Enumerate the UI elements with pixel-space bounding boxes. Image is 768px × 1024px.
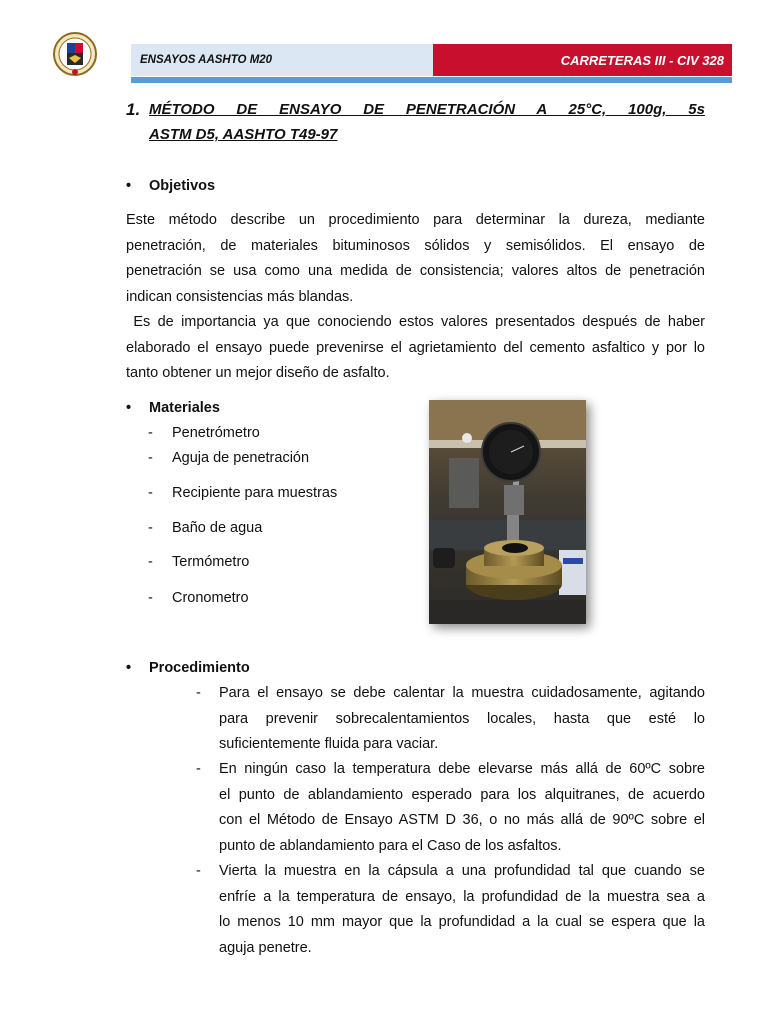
procedure-line: punto de ablandamiento para el Caso de los asfaltos. [219,837,562,854]
material-item: - Penetrómetro [148,425,260,441]
materiales-heading-text: Materiales [149,400,220,416]
university-crest-icon [52,30,98,80]
material-item: - Recipiente para muestras [148,485,338,501]
objetivos-heading [126,178,216,194]
procedure-line: el punto de ablandamiento esperado para los alquitranes, de acuerdo [219,786,705,803]
material-item-label: Recipiente para muestras [172,485,338,501]
header-right-text: CARRETERAS III - CIV 328 [560,52,724,68]
materiales-heading [126,400,220,416]
procedure-line: enfríe a la temperatura de ensayo, la profundidad de la muestra sea a [219,888,705,905]
header-left-band [131,44,433,76]
bullet-icon: • [126,178,132,194]
bullet-icon: • [126,660,132,676]
bullet-icon: • [126,400,132,416]
header-right-band [433,44,732,76]
material-item-label: Penetrómetro [172,425,260,441]
material-item-label: Baño de agua [172,520,263,536]
material-item: - Cronometro [148,590,249,606]
procedure-line: En ningún caso la temperatura debe elevarse más allá de 60ºC sobre [219,761,705,777]
procedure-line: aguja penetre. [219,939,312,956]
paragraph-line: tanto obtener un mejor diseño de asfalto. [126,365,390,381]
material-item: - Termómetro [148,554,250,570]
procedimiento-heading [126,660,250,676]
procedimiento-heading-text: Procedimiento [149,660,250,676]
paragraph-line: Este método describe un procedimiento para determinar la dureza, mediante [126,212,705,228]
procedure-line: lo menos 10 mm mayor que la profundidad a la cual se espera que la [219,914,705,930]
procedure-step: - Vierta la muestra en la cápsula a una profundidad tal que cuando se enfríe a la temperatura de ensayo, la profundidad de la muestra sea a lo menos 10 mm mayor que la profundidad a la cual se espera que la aguja penetre. [219,859,705,961]
procedure-line: Vierta la muestra en la cápsula a una profundidad tal que cuando se [219,863,705,879]
objetivos-paragraph [126,208,705,387]
paragraph-line: indican consistencias más blandas. [126,288,354,305]
penetrometer-photo [429,400,586,624]
paragraph-line: penetración se usa como una medida de consistencia; valores altos de penetración [126,263,705,279]
header-rule [131,77,732,83]
objetivos-heading-text: Objetivos [149,178,216,194]
procedure-line: Para el ensayo se debe calentar la muestra cuidadosamente, agitando [219,685,705,701]
section-title-line-1: MÉTODO DE ENSAYO DE PENETRACIÓN A 25°C, 100g, 5s [149,101,705,118]
procedure-line: con el Método de Ensayo ASTM D 36, o no más allá de 90ºC sobre el [219,812,705,828]
section-title-line-2: ASTM D5, AASHTO T49-97 [149,126,338,143]
paragraph-line: elaborado el ensayo puede prevenirse el agrietamiento del cemento asfaltico y por lo [126,339,705,356]
procedure-line: para prevenir sobrecalentamientos locales, hasta que esté lo [219,710,705,727]
procedure-step: - En ningún caso la temperatura debe elevarse más allá de 60ºC sobre el punto de ablandamiento esperado para los alquitranes, de acuerdo con el Método de Ensayo ASTM D 36, o no más allá de 90ºC sobre el punto de ablandamiento para el Caso de los asfaltos. [219,757,705,859]
procedure-step: - Para el ensayo se debe calentar la muestra cuidadosamente, agitando para prevenir sobrecalentamientos locales, hasta que esté lo suficientemente fluida para vaciar. [219,681,705,758]
header-left-text: ENSAYOS AASHTO M20 [140,54,273,66]
material-item-label: Cronometro [172,590,249,606]
procedure-line: suficientemente fluida para vaciar. [219,736,439,752]
material-item-label: Termómetro [172,554,250,570]
section-number: 1. [126,100,141,119]
material-item: - Aguja de penetración [148,450,310,466]
material-item: - Baño de agua [148,520,263,536]
paragraph-line: Es de importancia ya que conociendo estos valores presentados después de haber [126,314,705,330]
material-item-label: Aguja de penetración [172,450,310,466]
paragraph-line: penetración, de materiales bituminosos sólidos y semisólidos. El ensayo de [126,237,705,254]
